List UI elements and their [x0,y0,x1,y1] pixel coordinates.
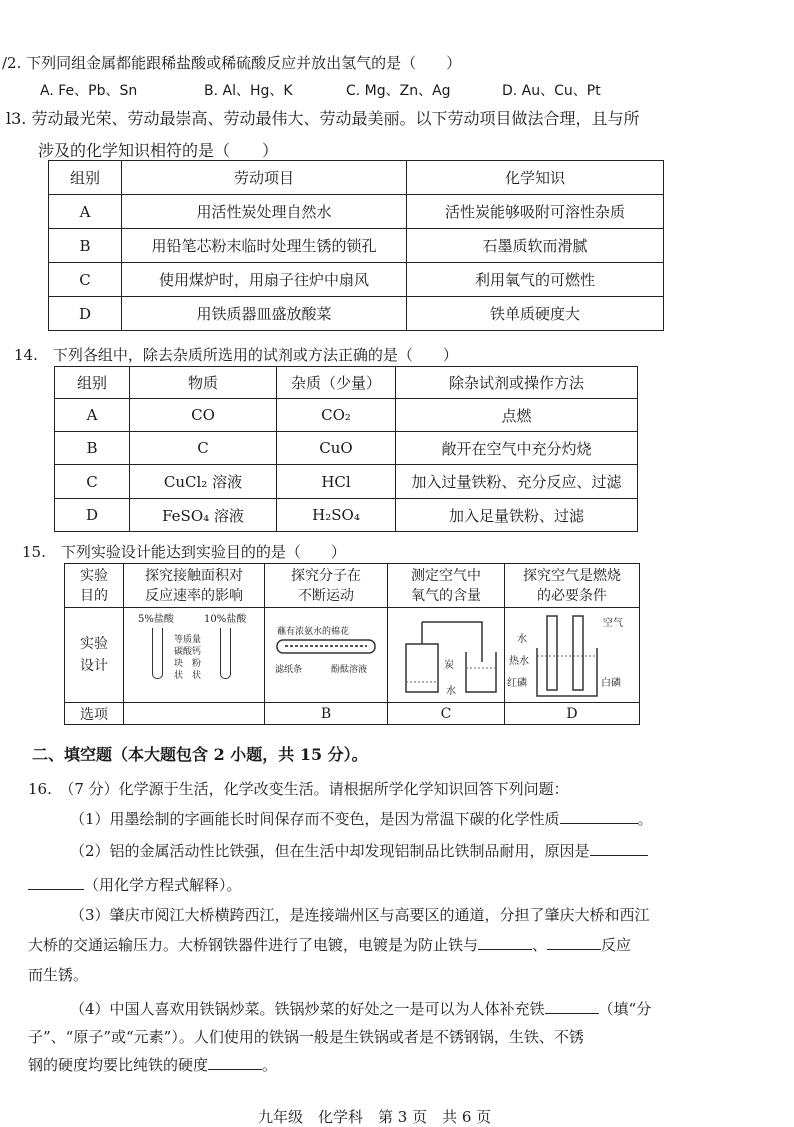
q14-cell: B [55,432,130,465]
answer-blank-3a[interactable] [478,934,532,950]
q14-header: 除杂试剂或操作方法 [396,367,638,399]
q13-stem-line2: 涉及的化学知识相符的是（ ） [38,141,279,160]
q16-p4a-text: （4）中国人喜欢用铁锅炒菜。铁锅炒菜的好处之一是可以为人体补充铁 [70,1000,545,1018]
q14-cell: A [55,399,130,432]
q14-header: 杂质（少量） [277,367,396,399]
fig-c-label-carbon: 炭 [444,660,454,671]
q16-p2a-text: （2）铝的金属活动性比铁强，但在生活中却发现铝制品比铁制品耐用，原因是 [70,842,590,860]
q15-stem: 15. 下列实验设计能达到实验目的的是（ ） [22,543,346,561]
q14-header: 物质 [130,367,277,399]
q15-purpose-d: 探究空气是燃烧 的必要条件 [505,564,640,608]
q16-p4c-text: 钢的硬度均要比纯铁的硬度 [28,1056,209,1074]
fig-a-right-label: 10%盐酸 [204,614,247,625]
q13-cell: 用活性炭处理自然水 [122,195,407,229]
q13-header-group: 组别 [49,161,122,195]
q13-stem-line1: l3. 劳动最光荣、劳动最崇高、劳动最伟大、劳动最美丽。以下劳动项目做法合理，且与所 [6,109,640,128]
q13-cell: 使用煤炉时，用扇子往炉中扇风 [122,263,407,297]
q14-cell: 加入足量铁粉、过滤 [396,499,638,532]
q15-row-label-design: 实验 设计 [65,608,124,703]
q13-cell: C [49,263,122,297]
q14-row-b [55,432,638,465]
q13-row-a [49,195,664,229]
q16-p2b-text: （用化学方程式解释）。 [84,876,242,894]
answer-blank-2b[interactable] [28,874,84,890]
q16-part4-line1 [70,998,651,1019]
page-footer: 九年级 化学科 第 3 页 共 6 页 [258,1108,492,1126]
q14-cell: HCl [277,465,396,499]
q15-option-c: C [388,703,505,725]
test-tube-icon [220,628,231,679]
q15-purpose-b: 探究分子在 不断运动 [265,564,388,608]
q16-p3b-end: 反应 [601,936,632,954]
q13-cell: 铁单质硬度大 [407,297,664,331]
q13-header-task: 劳动项目 [122,161,407,195]
q14-cell: H₂SO₄ [277,499,396,532]
fig-b-left-label: 滤纸条 [275,665,303,675]
fig-d-red-p-label: 红磷 [507,678,527,689]
q13-row-d [49,297,664,331]
q14-cell: 加入过量铁粉、充分反应、过滤 [396,465,638,499]
q15-option-b: B [265,703,388,725]
section-title: 二、填空题（本大题包含 2 小题，共 15 分）。 [32,745,368,764]
q13-cell: B [49,229,122,263]
answer-blank-4a[interactable] [545,998,599,1014]
q13-cell: D [49,297,122,331]
q15-row-label-option: 选项 [65,703,124,725]
q16-p4b-text: 子”、“原子”或“元素”）。人们使用的铁锅一般是生铁锅或者是不锈钢锅，生铁、不锈 [28,1028,584,1046]
q16-part1 [70,808,653,829]
q16-p3b-sep: 、 [532,936,548,954]
q14-stem: 14. 下列各组中，除去杂质所选用的试剂或方法正确的是（ ） [14,346,458,364]
test-tube-icon [152,628,163,679]
q13-row-b [49,229,664,263]
q14-cell: C [130,432,277,465]
q15-figure-a [124,608,265,703]
fig-b-top-label: 蘸有浓氨水的棉花 [277,627,350,637]
q15-row-label-purpose: 实验 目的 [65,564,124,608]
fig-c-label-water: 水 [446,686,456,697]
q14-row-a [55,399,638,432]
horizontal-tube-icon [275,636,379,658]
q15-purpose-c: 测定空气中 氧气的含量 [388,564,505,608]
combustion-apparatus-icon [535,612,605,698]
q14-cell: 敞开在空气中充分灼烧 [396,432,638,465]
q14-cell: CO₂ [277,399,396,432]
fig-b-right-label: 酚酞溶液 [331,665,368,675]
q16-part3-line2 [28,934,631,955]
fig-a-left-label: 5%盐酸 [138,614,174,625]
q13-row-c [49,263,664,297]
q14-cell: FeSO₄ 溶液 [130,499,277,532]
q14-header: 组别 [55,367,130,399]
q12-stem: /2. 下列同组金属都能跟稀盐酸或稀硫酸反应并放出氢气的是（ ） [2,54,462,72]
q14-cell: C [55,465,130,499]
answer-blank-2a[interactable] [590,840,648,856]
q13-cell: A [49,195,122,229]
q15-figure-c [388,608,505,703]
fig-d-water-label: 水 [517,634,527,645]
q14-cell: 点燃 [396,399,638,432]
q16-p3c-text: 而生锈。 [28,966,89,984]
q15-option-d: D [505,703,640,725]
q15-table [64,563,640,725]
fig-a-middle-label: 等质量 碳酸钙 块 粉 状 状 [174,635,202,681]
q12-option-c: C. Mg、Zn、Ag [346,83,451,99]
q15-figure-b [265,608,388,703]
q13-cell: 石墨质软而滑腻 [407,229,664,263]
q16-p4c-end: 。 [262,1056,278,1074]
q15-option-a [124,703,265,725]
q16-p3a-text: （3）肇庆市阅江大桥横跨西江，是连接端州区与高要区的通道，分担了肇庆大桥和西江 [70,906,650,924]
q12-option-b: B. Al、Hg、K [204,83,293,99]
q13-cell: 用铁质器皿盛放酸菜 [122,297,407,331]
q16-p3b-text: 大桥的交通运输压力。大桥钢铁器件进行了电镀，电镀是为防止铁与 [28,936,479,954]
q15-purpose-a: 探究接触面积对 反应速率的影响 [124,564,265,608]
answer-blank-3b[interactable] [547,934,601,950]
q12-option-d: D. Au、Cu、Pt [502,83,601,99]
q14-table [54,366,638,532]
q14-cell: CuO [277,432,396,465]
q14-row-c [55,465,638,499]
fig-d-white-p-label: 白磷 [601,678,621,689]
fig-d-air-label: 空气 [603,618,623,629]
q16-part2-cont [28,874,242,895]
q14-row-d [55,499,638,532]
q14-cell: CuCl₂ 溶液 [130,465,277,499]
q13-cell: 用铅笔芯粉末临时处理生锈的锁孔 [122,229,407,263]
answer-blank-1[interactable] [560,808,638,824]
q16-p1-end: 。 [637,810,653,828]
q16-p4a-end: （填“分 [598,1000,652,1018]
q14-cell: D [55,499,130,532]
q16-part2 [70,840,648,861]
q16-p1-text: （1）用墨绘制的字画能长时间保存而不变色，是因为常温下碳的化学性质 [70,810,560,828]
q12-option-a: A. Fe、Pb、Sn [40,83,138,99]
q15-figure-d [505,608,640,703]
q13-header-knowledge: 化学知识 [407,161,664,195]
q16-intro: 16. （7 分）化学源于生活，化学改变生活。请根据所学化学知识回答下列问题： [28,780,569,798]
q13-table [48,160,664,331]
q16-part4-line3 [28,1054,277,1075]
q13-cell: 利用氧气的可燃性 [407,263,664,297]
fig-d-hot-water-label: 热水 [509,656,529,667]
q13-cell: 活性炭能够吸附可溶性杂质 [407,195,664,229]
q14-cell: CO [130,399,277,432]
answer-blank-4b[interactable] [208,1054,262,1070]
